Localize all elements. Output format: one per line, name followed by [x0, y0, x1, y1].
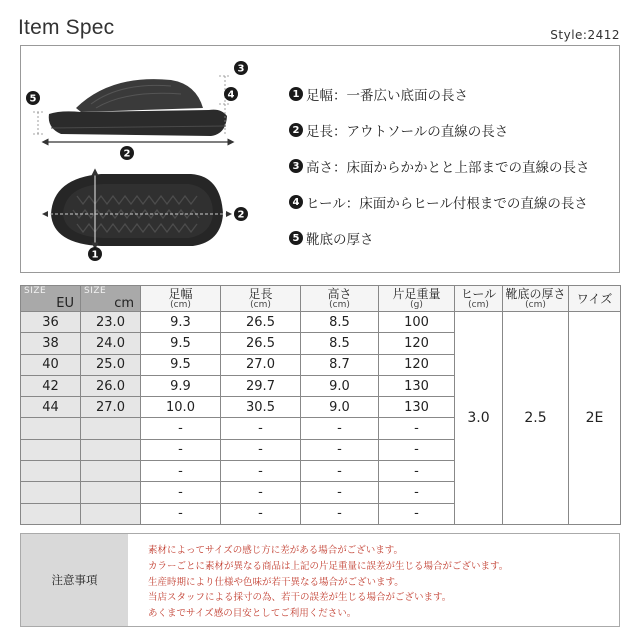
- spec-panel: [20, 45, 620, 273]
- table-row: [21, 312, 621, 333]
- table-header-row: [21, 286, 621, 312]
- size-eu-header: SIZE EU: [21, 286, 81, 312]
- width-cell: -: [141, 503, 221, 524]
- height-cell: 8.5: [301, 312, 379, 333]
- wise-value: 2E: [569, 312, 621, 525]
- width-cell: 10.0: [141, 397, 221, 418]
- definition-text: 高さ：床面からかかとと上部までの直線の長さ: [306, 160, 590, 176]
- note-line: あくまでサイズ感の目安としてご利用ください。: [148, 608, 357, 620]
- length-cell: 29.7: [221, 375, 301, 396]
- weight-header: 片足重量 (g): [379, 286, 455, 312]
- length-cell: -: [221, 439, 301, 460]
- svg-text:2: 2: [237, 209, 245, 221]
- definition-text: 足長：アウトソールの直線の長さ: [306, 124, 509, 140]
- length-cell: 27.0: [221, 354, 301, 375]
- cm-size-cell: [81, 439, 141, 460]
- note-line: 素材によってサイズの感じ方に差がある場合がございます。: [148, 545, 403, 556]
- width-cell: -: [141, 461, 221, 482]
- width-cell: 9.5: [141, 333, 221, 354]
- note-line: 生産時期により仕様や色味が若干異なる場合がございます。: [148, 576, 404, 588]
- heel-header: ヒール (cm): [455, 286, 503, 312]
- sole-thickness-value: 2.5: [503, 312, 569, 525]
- weight-cell: 100: [379, 312, 455, 333]
- eu-size-cell: 44: [21, 397, 81, 418]
- length-cell: -: [221, 503, 301, 524]
- eu-size-cell: 38: [21, 333, 81, 354]
- svg-text:4: 4: [227, 89, 235, 101]
- length-cell: 26.5: [221, 333, 301, 354]
- eu-size-cell: [21, 503, 81, 524]
- weight-cell: -: [379, 482, 455, 503]
- sandal-illustration: [21, 46, 281, 274]
- cm-size-cell: [81, 482, 141, 503]
- width-cell: 9.5: [141, 354, 221, 375]
- note-line: カラーごとに素材が異なる商品は上記の片足重量に誤差が生じる場合がございます。: [148, 560, 509, 572]
- weight-cell: 130: [379, 375, 455, 396]
- svg-text:2: 2: [123, 148, 131, 160]
- size-table: [20, 285, 621, 525]
- heel-value: 3.0: [455, 312, 503, 525]
- svg-text:3: 3: [237, 63, 245, 75]
- eu-size-cell: 36: [21, 312, 81, 333]
- measurement-definitions: [289, 76, 619, 256]
- eu-size-cell: [21, 461, 81, 482]
- marker-4-side: [224, 87, 238, 101]
- definition-text: ヒール：床面からヒール付根までの直線の長さ: [306, 196, 588, 212]
- sandal-side-view: [33, 76, 231, 142]
- cm-size-cell: 24.0: [81, 333, 141, 354]
- height-cell: -: [301, 439, 379, 460]
- eu-size-cell: 40: [21, 354, 81, 375]
- length-cell: -: [221, 482, 301, 503]
- height-cell: 9.0: [301, 397, 379, 418]
- height-cell: -: [301, 418, 379, 439]
- width-cell: 9.3: [141, 312, 221, 333]
- notes-label: 注意事項: [21, 534, 128, 626]
- definition-item: [289, 148, 619, 184]
- sole-header: 靴底の厚さ (cm): [503, 286, 569, 312]
- weight-cell: -: [379, 439, 455, 460]
- height-cell: 9.0: [301, 375, 379, 396]
- height-cell: -: [301, 482, 379, 503]
- marker-2-top: [234, 207, 248, 221]
- cm-size-cell: 25.0: [81, 354, 141, 375]
- style-code: Style:2412: [550, 28, 620, 42]
- definition-text: 靴底の厚さ: [306, 232, 374, 248]
- cm-size-cell: [81, 503, 141, 524]
- definition-number: 3: [289, 159, 303, 173]
- height-cell: 8.7: [301, 354, 379, 375]
- notes-body: [128, 534, 619, 626]
- marker-2-side: [120, 146, 134, 160]
- length-cell: 26.5: [221, 312, 301, 333]
- cm-size-cell: [81, 461, 141, 482]
- weight-cell: -: [379, 418, 455, 439]
- length-cell: -: [221, 461, 301, 482]
- definition-number: 1: [289, 87, 303, 101]
- sandal-top-view: [45, 172, 229, 246]
- marker-3-side: [234, 61, 248, 75]
- marker-5-side: [26, 91, 40, 105]
- eu-size-cell: [21, 482, 81, 503]
- weight-cell: 120: [379, 333, 455, 354]
- definition-item: [289, 184, 619, 220]
- cm-size-cell: 23.0: [81, 312, 141, 333]
- size-cm-header: SIZE cm: [81, 286, 141, 312]
- definition-item: [289, 76, 619, 112]
- eu-size-cell: 42: [21, 375, 81, 396]
- definition-number: 4: [289, 195, 303, 209]
- width-cell: -: [141, 482, 221, 503]
- length-cell: -: [221, 418, 301, 439]
- height-cell: -: [301, 503, 379, 524]
- cm-size-cell: 27.0: [81, 397, 141, 418]
- notes-panel: [20, 533, 620, 627]
- width-cell: 9.9: [141, 375, 221, 396]
- height-header: 高さ (cm): [301, 286, 379, 312]
- width-cell: -: [141, 418, 221, 439]
- svg-text:5: 5: [29, 93, 37, 105]
- height-cell: 8.5: [301, 333, 379, 354]
- length-header: 足長 (cm): [221, 286, 301, 312]
- weight-cell: 130: [379, 397, 455, 418]
- eu-size-cell: [21, 418, 81, 439]
- length-cell: 30.5: [221, 397, 301, 418]
- cm-size-cell: 26.0: [81, 375, 141, 396]
- wise-header: ワイズ: [569, 286, 621, 312]
- weight-cell: -: [379, 503, 455, 524]
- definition-item: [289, 112, 619, 148]
- weight-cell: 120: [379, 354, 455, 375]
- eu-size-cell: [21, 439, 81, 460]
- note-line: 当店スタッフによる採寸の為、若干の誤差が生じる場合がございます。: [148, 592, 452, 604]
- height-cell: -: [301, 461, 379, 482]
- cm-size-cell: [81, 418, 141, 439]
- definition-number: 2: [289, 123, 303, 137]
- definition-number: 5: [289, 231, 303, 245]
- definition-item: [289, 220, 619, 256]
- page-title: Item Spec: [18, 16, 115, 39]
- width-cell: -: [141, 439, 221, 460]
- definition-text: 足幅：一番広い底面の長さ: [306, 88, 468, 104]
- width-header: 足幅 (cm): [141, 286, 221, 312]
- weight-cell: -: [379, 461, 455, 482]
- svg-text:1: 1: [91, 249, 99, 261]
- marker-1-top: [88, 247, 102, 261]
